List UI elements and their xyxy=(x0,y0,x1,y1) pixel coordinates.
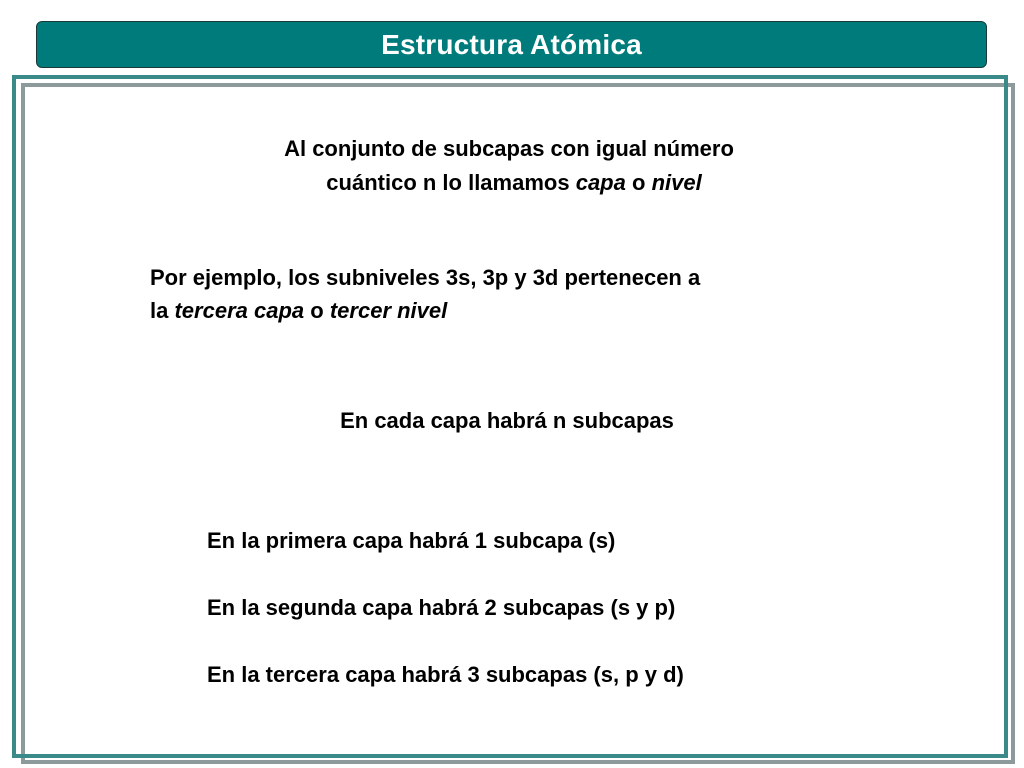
definition-line-2-prefix: cuántico n lo llamamos xyxy=(326,170,570,195)
shell-item-1: En la primera capa habrá 1 subcapa (s) xyxy=(207,528,616,553)
example-connector: o xyxy=(310,298,324,323)
example-term-tercera-capa: tercera capa xyxy=(174,298,305,323)
definition-term-capa: capa xyxy=(575,170,626,195)
example-term-tercer-nivel: tercer nivel xyxy=(329,298,448,323)
title-banner xyxy=(36,21,987,68)
shell-item-2: En la segunda capa habrá 2 subcapas (s y p) xyxy=(207,595,676,620)
slide-title: Estructura Atómica xyxy=(381,28,642,60)
definition-line-1: Al conjunto de subcapas con igual número xyxy=(284,136,734,161)
example-line-2-prefix: la xyxy=(150,298,169,323)
definition-term-nivel: nivel xyxy=(651,170,702,195)
rule-text: En cada capa habrá n subcapas xyxy=(340,408,674,433)
shell-item-3: En la tercera capa habrá 3 subcapas (s, p y d) xyxy=(207,662,684,687)
definition-line-2 xyxy=(0,170,1024,196)
definition-connector: o xyxy=(631,170,646,195)
example-line-2 xyxy=(150,298,447,324)
example-line-1: Por ejemplo, los subniveles 3s, 3p y 3d pertenecen a xyxy=(150,265,701,290)
